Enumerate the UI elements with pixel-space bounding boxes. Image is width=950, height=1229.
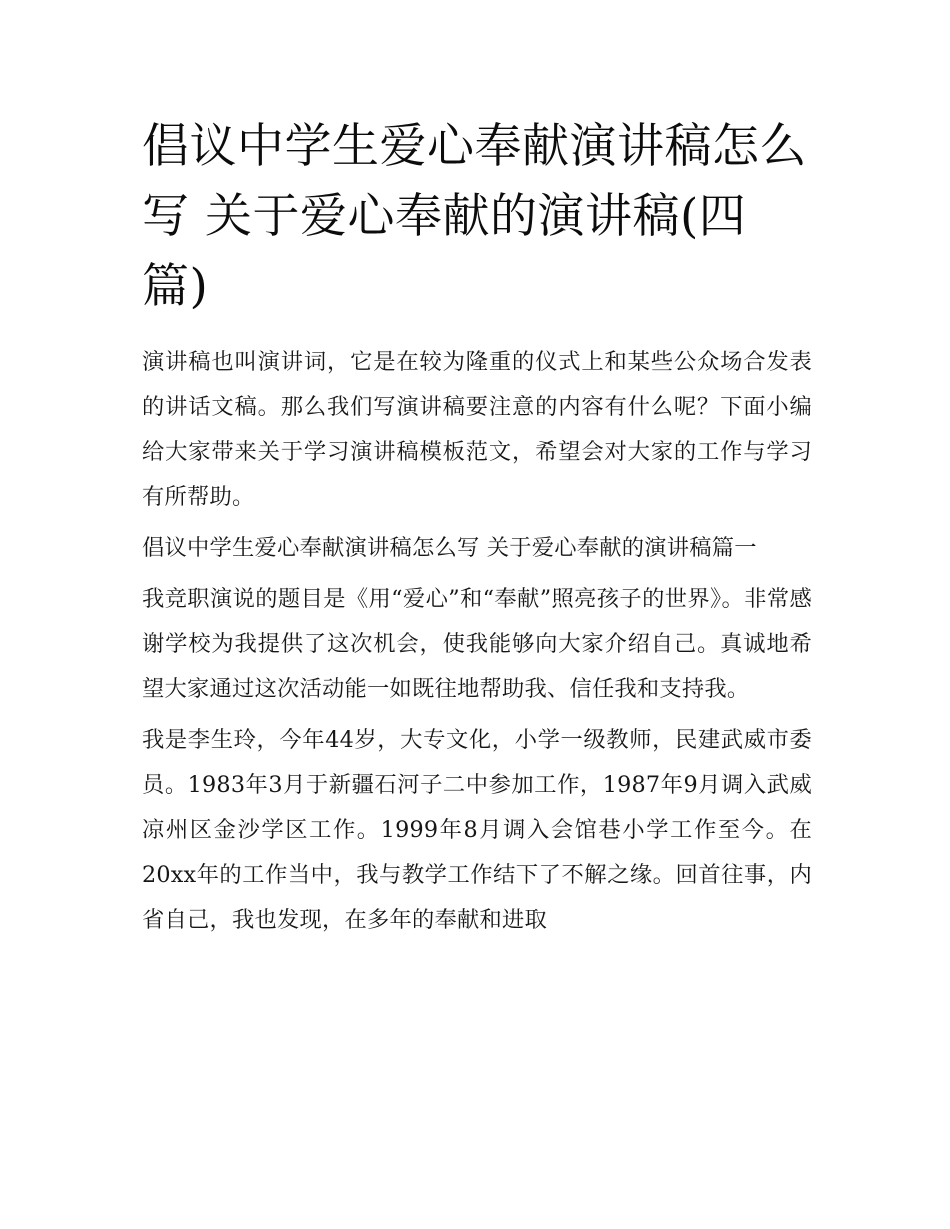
section-heading: 倡议中学生爱心奉献演讲稿怎么写 关于爱心奉献的演讲稿篇一 <box>142 535 757 561</box>
intro-paragraph: 演讲稿也叫演讲词，它是在较为隆重的仪式上和某些公众场合发表的讲话文稿。那么我们写演讲稿要注意的内容有什么呢？下面小编给大家带来关于学习演讲稿模板范文，希望会对大家的工作与学习有所帮助。 <box>142 349 812 510</box>
document-title: 倡议中学生爱心奉献演讲稿怎么写 关于爱心奉献的演讲稿(四篇) <box>142 119 807 314</box>
body-paragraph: 我是李生玲，今年44岁，大专文化，小学一级教师，民建武威市委员。1983年3月于新疆石河子二中参加工作，1987年9月调入武威凉州区金沙学区工作。1999年8月调入会馆巷小学工作至今。在20xx年的工作当中，我与教学工作结下了不解之缘。回首往事，内省自己，我也发现，在多年的奉献和进取 <box>142 727 812 933</box>
body-paragraph: 我竞职演说的题目是《用“爱心”和“奉献”照亮孩子的世界》。非常感谢学校为我提供了这次机会，使我能够向大家介绍自己。真诚地希望大家通过这次活动能一如既往地帮助我、信任我和支持我。 <box>142 586 812 702</box>
document-body <box>142 112 812 943</box>
